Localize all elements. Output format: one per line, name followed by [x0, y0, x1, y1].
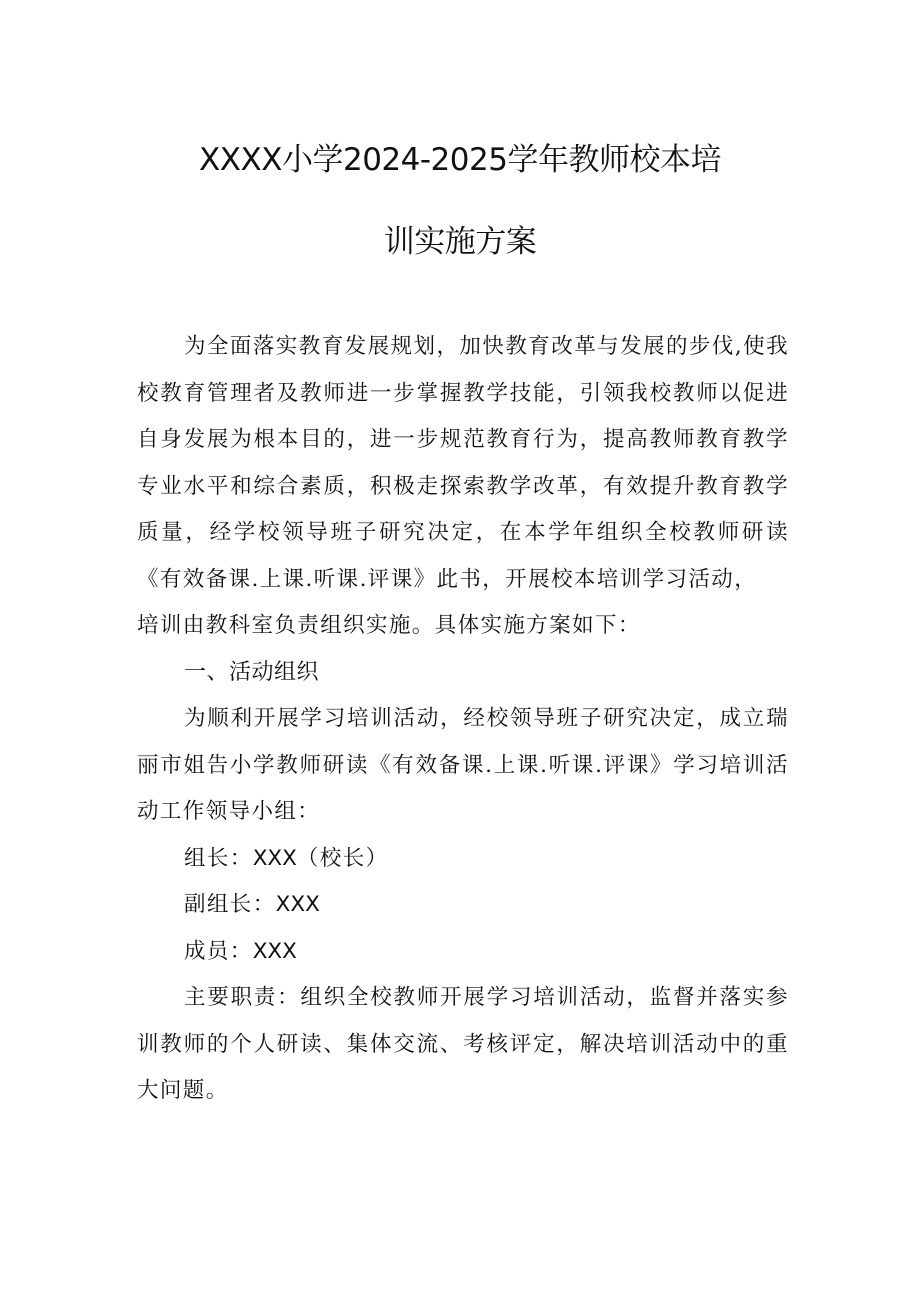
leader-name: XXX [252, 845, 297, 871]
intro-paragraph-last-line: 培训由教科室负责组织实施。具体实施方案如下： [137, 613, 641, 638]
member-label: 成员： [184, 938, 253, 964]
document-title-line-1: XXXX小学2024-2025学年教师校本培 [199, 142, 721, 178]
deputy-label: 副组长： [184, 892, 276, 917]
document-body [137, 324, 789, 1115]
intro-paragraph: 为全面落实教育发展规划，加快教育改革与发展的步伐,使我校教育管理者及教师进一步掌握教学技能，引领我校教师以促进自身发展为根本目的，进一步规范教育行为，提高教师教育教学专业水平和综合素质，积极走探索教学改革，有效提升教育教学质量，经学校领导班子研究决定，在本学年组织全校教师研读《有效备课.上课.听课.评课》此书，开展校本培训学习活动， [137, 334, 789, 592]
duties-paragraph: 主要职责：组织全校教师开展学习培训活动，监督并落实参训教师的个人研读、集体交流、考核评定，解决培训活动中的重大问题。 [137, 985, 789, 1103]
section-heading-activity-organization: 一、活动组织 [184, 659, 320, 685]
leader-line [137, 836, 789, 883]
member-line [137, 929, 789, 976]
leader-label: 组长： [184, 845, 253, 871]
leader-note: （校长） [296, 845, 389, 871]
member-name: XXX [252, 938, 297, 964]
deputy-name: XXX [275, 892, 320, 917]
section1-paragraph: 为顺利开展学习培训活动，经校领导班子研究决定，成立瑞丽市姐告小学教师研读《有效备课.上课.听课.评课》学习培训活动工作领导小组： [137, 706, 789, 824]
document-title-line-2: 训实施方案 [383, 224, 537, 260]
deputy-leader-line [137, 882, 789, 929]
